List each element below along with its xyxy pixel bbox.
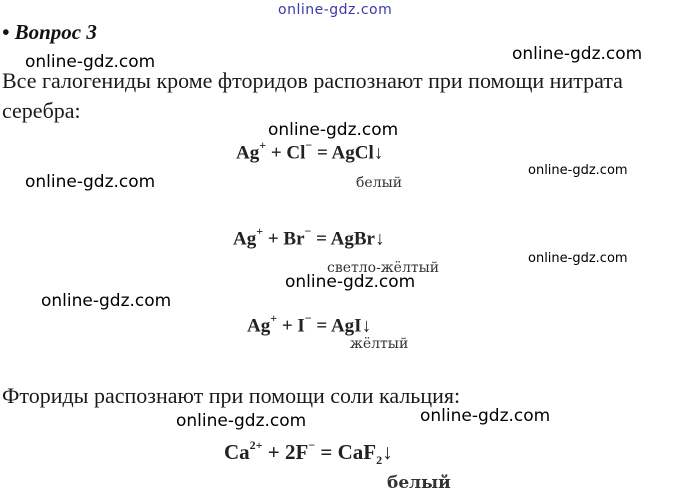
watermark: online-gdz.com — [528, 251, 628, 266]
anion: 2F — [284, 440, 309, 464]
watermark: online-gdz.com — [25, 52, 156, 72]
watermark: online-gdz.com — [176, 411, 307, 431]
equals-sign: = — [316, 228, 327, 250]
equals-sign: = — [316, 315, 328, 337]
reaction-agbr — [233, 226, 384, 250]
precipitate-color-label: белый — [387, 473, 451, 493]
plus-sign: + — [267, 440, 280, 464]
product: AgBr — [330, 228, 375, 250]
cation-charge: + — [256, 224, 264, 238]
watermark-top: online-gdz.com — [278, 2, 393, 18]
cation-charge: 2+ — [249, 438, 263, 452]
product: CaF — [337, 440, 377, 464]
anion: Br — [283, 228, 305, 250]
product: AgCl — [331, 142, 374, 164]
reaction-caf2 — [224, 440, 393, 468]
cation-charge: + — [270, 311, 278, 325]
plus-sign: + — [267, 228, 279, 250]
fluoride-text: Фториды распознают при помощи соли кальция: — [2, 383, 461, 408]
precipitate-arrow: ↓ — [374, 228, 385, 250]
question-heading: • Вопрос 3 — [2, 20, 97, 44]
plus-sign: + — [270, 142, 282, 164]
watermark: online-gdz.com — [41, 291, 172, 311]
precipitate-arrow: ↓ — [382, 440, 393, 464]
equals-sign: = — [317, 142, 328, 164]
watermark: online-gdz.com — [268, 120, 399, 140]
cation: Ca — [224, 440, 250, 464]
anion-charge: − — [308, 438, 316, 452]
anion-charge: − — [304, 224, 312, 238]
cation: Ag — [236, 142, 260, 164]
cation-charge: + — [259, 138, 267, 152]
cation: Ag — [233, 228, 257, 250]
plus-sign: + — [281, 315, 293, 337]
precipitate-arrow: ↓ — [361, 315, 372, 337]
product-subscript: 2 — [376, 453, 383, 468]
precipitate-color-label: белый — [356, 175, 403, 191]
intro-line-1: Все галогениды кроме фторидов распознают при помощи нитрата — [2, 68, 623, 93]
precipitate-color-label: жёлтый — [350, 336, 409, 352]
precipitate-color-label: светло-жёлтый — [327, 260, 440, 276]
watermark: online-gdz.com — [25, 172, 156, 192]
anion-charge: − — [305, 138, 313, 152]
precipitate-arrow: ↓ — [373, 142, 384, 164]
reaction-agcl — [236, 140, 383, 164]
anion-charge: − — [304, 311, 312, 325]
reaction-agi — [247, 313, 371, 337]
equals-sign: = — [320, 440, 333, 464]
cation: Ag — [247, 315, 271, 337]
product: AgI — [330, 315, 362, 337]
watermark: online-gdz.com — [285, 272, 416, 292]
anion: I — [297, 315, 305, 337]
watermark: online-gdz.com — [420, 406, 551, 426]
intro-line-2: серебра: — [2, 98, 81, 123]
anion: Cl — [286, 142, 306, 164]
watermark: online-gdz.com — [512, 44, 643, 64]
watermark: online-gdz.com — [528, 163, 628, 178]
